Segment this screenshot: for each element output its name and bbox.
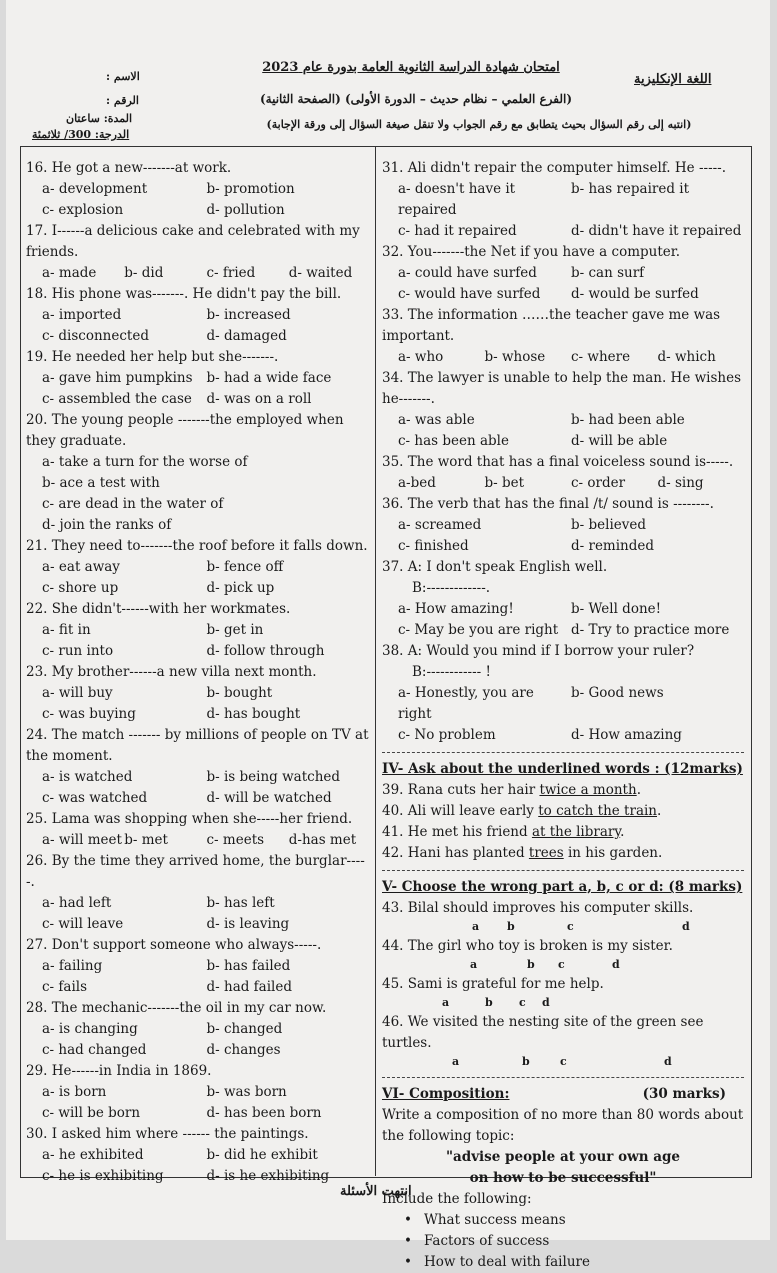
answer-option: c- will be born (42, 1105, 141, 1121)
answer-options (26, 557, 371, 599)
answer-option: c- had changed (42, 1042, 147, 1058)
answer-option: c- assembled the case (42, 391, 192, 407)
answer-options (26, 830, 371, 851)
answer-option: d- damaged (206, 328, 287, 344)
part-letter: c (558, 958, 565, 971)
answer-option: c- shore up (42, 580, 119, 596)
answer-options (26, 263, 371, 284)
answer-option: d- changes (206, 1042, 281, 1058)
answer-option: a- development (42, 181, 148, 197)
question-item (382, 557, 744, 641)
question-item (26, 410, 371, 536)
underlined-words: twice a month (539, 782, 637, 798)
answer-option: c- disconnected (42, 328, 149, 344)
answer-option: a- will meet (42, 832, 122, 848)
grade-field: الدرجة: 300/ ثلاثمئة (32, 128, 130, 141)
subject-label: اللغة الإنكليزية (634, 72, 712, 87)
answer-option: c- was buying (42, 706, 136, 722)
answer-option: b- Well done! (571, 601, 662, 617)
answer-options (26, 893, 371, 935)
wrong-part-sentence: 43. Bilal should improves his computer skills. (382, 900, 694, 916)
answer-option: b- changed (206, 1021, 283, 1037)
part-letter: d (612, 958, 620, 971)
separator (382, 752, 744, 753)
answer-options (26, 179, 371, 221)
answer-option: d- How amazing (571, 727, 682, 743)
answer-option: b- ace a test with (42, 475, 160, 491)
answer-option: b- Good news (571, 685, 664, 701)
section-iv-title: IV- Ask about the underlined words : (12marks) (382, 761, 743, 777)
answer-option: c- order (571, 475, 626, 491)
wrong-part-sentence: 46. We visited the nesting site of the green see turtles. (382, 1014, 704, 1051)
column-divider (375, 146, 376, 1176)
answer-option: b- fence off (206, 559, 284, 575)
answer-option: b- has repaired it (571, 181, 690, 197)
answer-option: c- he is exhibiting (42, 1168, 164, 1184)
answer-option: b- is being watched (206, 769, 341, 785)
branch-label: (الفرع العلمي – نظام حديث – الدورة الأولى) (الصفحة الثانية) (259, 92, 573, 106)
question-text: 18. His phone was-------. He didn't pay the bill. (26, 286, 342, 302)
question-text: 17. I------a delicious cake and celebrated with my friends. (26, 223, 360, 260)
question-item (26, 998, 371, 1061)
include-bullet: • How to deal with failure (382, 1252, 744, 1273)
answer-option: c- had it repaired (398, 223, 517, 239)
answer-option: a- fit in (42, 622, 91, 638)
answer-options (382, 263, 744, 305)
answer-option: b- has left (206, 895, 275, 911)
answer-option: d- sing (657, 475, 704, 491)
composition-topic-2: on how to be successful" (469, 1170, 657, 1186)
part-letter: c (560, 1055, 567, 1068)
answer-option: c- would have surfed (398, 286, 541, 302)
ask-text: . (636, 782, 641, 798)
answer-option: a-bed (398, 475, 436, 491)
answer-options (26, 620, 371, 662)
answer-option: b- bet (484, 475, 525, 491)
answer-option: a- How amazing! (398, 601, 514, 617)
answer-option: d- is he exhibiting (206, 1168, 330, 1184)
question-text: 27. Don't support someone who always-----. (26, 937, 322, 953)
answer-option: a- doesn't have it repaired (398, 181, 516, 218)
answer-option: c- where (571, 349, 631, 365)
answer-option: d- will be watched (206, 790, 332, 806)
answer-option: b- promotion (206, 181, 295, 197)
question-text: 16. He got a new-------at work. (26, 160, 232, 176)
answer-option: b- believed (571, 517, 647, 533)
composition-instruction: Write a composition of no more than 80 words about the following topic: (382, 1107, 744, 1144)
answer-option: a- is watched (42, 769, 133, 785)
part-letter: c (519, 996, 526, 1009)
question-item (26, 347, 371, 410)
answer-option: d- would be surfed (571, 286, 699, 302)
answer-option: a- imported (42, 307, 122, 323)
answer-option: b- did he exhibit (206, 1147, 318, 1163)
name-field: الاسم : (106, 70, 140, 83)
ask-text: in his garden. (563, 845, 663, 861)
answer-option: c- was watched (42, 790, 148, 806)
instruction-note: (انتبه إلى رقم السؤال بحيث يتطابق مع رقم الجواب ولا تنقل صيغة السؤال إلى ورقة الإجابة) (266, 118, 692, 131)
question-text: 24. The match ------- by millions of people on TV at the moment. (26, 727, 369, 764)
question-item (26, 725, 371, 809)
end-of-questions: انتهت الأسئلة (340, 1184, 412, 1199)
answer-option: c- will leave (42, 916, 124, 932)
ask-text: 41. He met his friend (382, 824, 532, 840)
answer-option: c- has been able (398, 433, 509, 449)
answer-option: c- explosion (42, 202, 124, 218)
answer-option: a- was able (398, 412, 475, 428)
question-text: 31. Ali didn't repair the computer himself. He -----. (382, 160, 727, 176)
answer-option: a- will buy (42, 685, 113, 701)
answer-option: c- finished (398, 538, 469, 554)
question-item (26, 284, 371, 347)
question-item (26, 662, 371, 725)
composition-topic-1: "advise people at your own age (445, 1149, 681, 1165)
answer-option: c- run into (42, 643, 114, 659)
answer-option: a- had left (42, 895, 112, 911)
question-text: 19. He needed her help but she-------. (26, 349, 279, 365)
answer-options (382, 179, 744, 242)
answer-option: d- join the ranks of (42, 517, 172, 533)
question-item (26, 851, 371, 935)
answer-option: d- had failed (206, 979, 292, 995)
part-letters (382, 957, 744, 974)
question-reply: B:------------ ! (412, 664, 491, 680)
duration-field: المدة: ساعتان (66, 112, 133, 125)
part-letters (382, 1054, 744, 1071)
question-item (382, 494, 744, 557)
section-v-title: V- Choose the wrong part a, b, c or d: (8 marks) (382, 879, 743, 895)
answer-option: d- was on a roll (206, 391, 312, 407)
part-letter: a (452, 1055, 460, 1068)
part-letter: a (442, 996, 450, 1009)
number-field: الرقم : (106, 94, 139, 107)
answer-option: b- had been able (571, 412, 685, 428)
part-letters (382, 919, 744, 936)
answer-option: b- did (124, 265, 164, 281)
question-item (26, 221, 371, 284)
composition-include: Include the following: (382, 1191, 532, 1207)
answer-option: a- Honestly, you are right (398, 685, 534, 722)
answer-options (382, 410, 744, 452)
ask-item (382, 801, 744, 822)
answer-option: a- take a turn for the worse of (42, 454, 248, 470)
answer-options (382, 515, 744, 557)
answer-option: b- was born (206, 1084, 287, 1100)
answer-option: c- are dead in the water of (42, 496, 224, 512)
question-text: 23. My brother------a new villa next month. (26, 664, 317, 680)
answer-option: c- May be you are right (398, 622, 559, 638)
answer-option: b- whose (484, 349, 546, 365)
question-item (26, 599, 371, 662)
answer-options (382, 599, 744, 641)
question-item (382, 158, 744, 242)
answer-option: c- fails (42, 979, 88, 995)
ask-item (382, 843, 744, 864)
answer-options (26, 1019, 371, 1061)
answer-options (26, 1082, 371, 1124)
question-text: 32. You-------the Net if you have a computer. (382, 244, 681, 260)
right-column (382, 158, 744, 1273)
question-text: 20. The young people -------the employed when they graduate. (26, 412, 344, 449)
answer-options (26, 305, 371, 347)
answer-option: a- failing (42, 958, 103, 974)
question-text: 37. A: I don't speak English well. (382, 559, 608, 575)
ask-item (382, 822, 744, 843)
question-reply: B:-------------. (412, 580, 491, 596)
underlined-words: to catch the train (538, 803, 657, 819)
question-item (26, 536, 371, 599)
part-letter: a (472, 920, 480, 933)
answer-option: a- is changing (42, 1021, 138, 1037)
part-letter: a (470, 958, 478, 971)
section-v-items (382, 898, 744, 1071)
question-text: 22. She didn't------with her workmates. (26, 601, 291, 617)
answer-option: d- didn't have it repaired (571, 223, 742, 239)
answer-option: d- which (657, 349, 716, 365)
answer-option: a- who (398, 349, 444, 365)
answer-option: b- get in (206, 622, 264, 638)
question-text: 21. They need to-------the roof before it falls down. (26, 538, 368, 554)
answer-options (26, 683, 371, 725)
ask-text: 40. Ali will leave early (382, 803, 539, 819)
question-text: 25. Lama was shopping when she-----her friend. (26, 811, 353, 827)
answer-option: b- has failed (206, 958, 291, 974)
answer-option: a- eat away (42, 559, 120, 575)
answer-option: d- Try to practice more (571, 622, 730, 638)
answer-options (382, 347, 744, 368)
question-item (382, 641, 744, 746)
underlined-words: at the library (531, 824, 621, 840)
question-text: 36. The verb that has the final /t/ sound is --------. (382, 496, 714, 512)
ask-text: 42. Hani has planted (382, 845, 529, 861)
question-text: 28. The mechanic-------the oil in my car now. (26, 1000, 327, 1016)
answer-option: d- follow through (206, 643, 325, 659)
underlined-words: trees (528, 845, 564, 861)
part-letters (382, 995, 744, 1012)
question-item (382, 305, 744, 368)
answer-option: d-has met (288, 832, 357, 848)
answer-options (26, 767, 371, 809)
answer-option: c- No problem (398, 727, 496, 743)
answer-options (26, 956, 371, 998)
ask-text: 39. Rana cuts her hair (382, 782, 540, 798)
wrong-part-sentence: 45. Sami is grateful for me help. (382, 976, 604, 992)
composition-bullets (382, 1210, 744, 1273)
answer-options (382, 473, 744, 494)
question-text: 35. The word that has a final voiceless sound is-----. (382, 454, 734, 470)
question-text: 33. The information ……the teacher gave me was important. (382, 307, 721, 344)
ask-text: . (657, 803, 662, 819)
answer-option: d- reminded (571, 538, 655, 554)
answer-options (26, 452, 371, 536)
answer-option: b- can surf (571, 265, 645, 281)
question-item (26, 1061, 371, 1124)
section-iv-items (382, 780, 744, 864)
question-item (382, 452, 744, 494)
question-text: 34. The lawyer is unable to help the man. He wishes he-------. (382, 370, 742, 407)
answer-option: d- is leaving (206, 916, 290, 932)
wrong-part-sentence: 44. The girl who toy is broken is my sister. (382, 938, 673, 954)
question-item (26, 935, 371, 998)
answer-option: d- pollution (206, 202, 285, 218)
answer-option: b- bought (206, 685, 273, 701)
question-text: 26. By the time they arrived home, the burglar-----. (26, 853, 365, 890)
answer-options (26, 368, 371, 410)
answer-options (382, 683, 744, 746)
answer-option: d- has been born (206, 1105, 322, 1121)
answer-option: a- could have surfed (398, 265, 537, 281)
ask-text: . (620, 824, 625, 840)
answer-option: c- meets (206, 832, 265, 848)
left-column (26, 158, 371, 1187)
exam-title: امتحان شهادة الدراسة الثانوية العامة بدورة عام 2023 (262, 60, 560, 75)
part-letter: d (542, 996, 550, 1009)
question-item (382, 242, 744, 305)
question-text: 38. A: Would you mind if I borrow your ruler? (382, 643, 695, 659)
include-bullet: • Factors of success (382, 1231, 744, 1252)
section-vi-title: VI- Composition: (30 marks) (382, 1086, 726, 1102)
part-letter: d (664, 1055, 672, 1068)
answer-option: d- has bought (206, 706, 301, 722)
include-bullet: • What success means (382, 1210, 744, 1231)
answer-option: a- he exhibited (42, 1147, 144, 1163)
ask-item (382, 780, 744, 801)
separator (382, 870, 744, 871)
part-letter: c (567, 920, 574, 933)
answer-option: b- met (124, 832, 168, 848)
question-item (26, 1124, 371, 1187)
answer-option: c- fried (206, 265, 256, 281)
answer-option: b- had a wide face (206, 370, 332, 386)
answer-option: a- made (42, 265, 97, 281)
separator (382, 1077, 744, 1078)
answer-option: b- increased (206, 307, 291, 323)
right-questions (382, 158, 744, 746)
part-letter: b (485, 996, 493, 1009)
question-text: 29. He------in India in 1869. (26, 1063, 212, 1079)
question-text: 30. I asked him where ------ the paintings. (26, 1126, 309, 1142)
answer-option: d- waited (288, 265, 353, 281)
question-item (382, 368, 744, 452)
answer-option: d- will be able (571, 433, 668, 449)
question-item (26, 158, 371, 221)
answer-option: a- screamed (398, 517, 482, 533)
part-letter: d (682, 920, 690, 933)
answer-option: a- gave him pumpkins (42, 370, 193, 386)
part-letter: b (527, 958, 535, 971)
part-letter: b (507, 920, 515, 933)
question-item (26, 809, 371, 851)
answer-option: d- pick up (206, 580, 275, 596)
answer-options (26, 1145, 371, 1187)
answer-option: a- is born (42, 1084, 107, 1100)
part-letter: b (522, 1055, 530, 1068)
